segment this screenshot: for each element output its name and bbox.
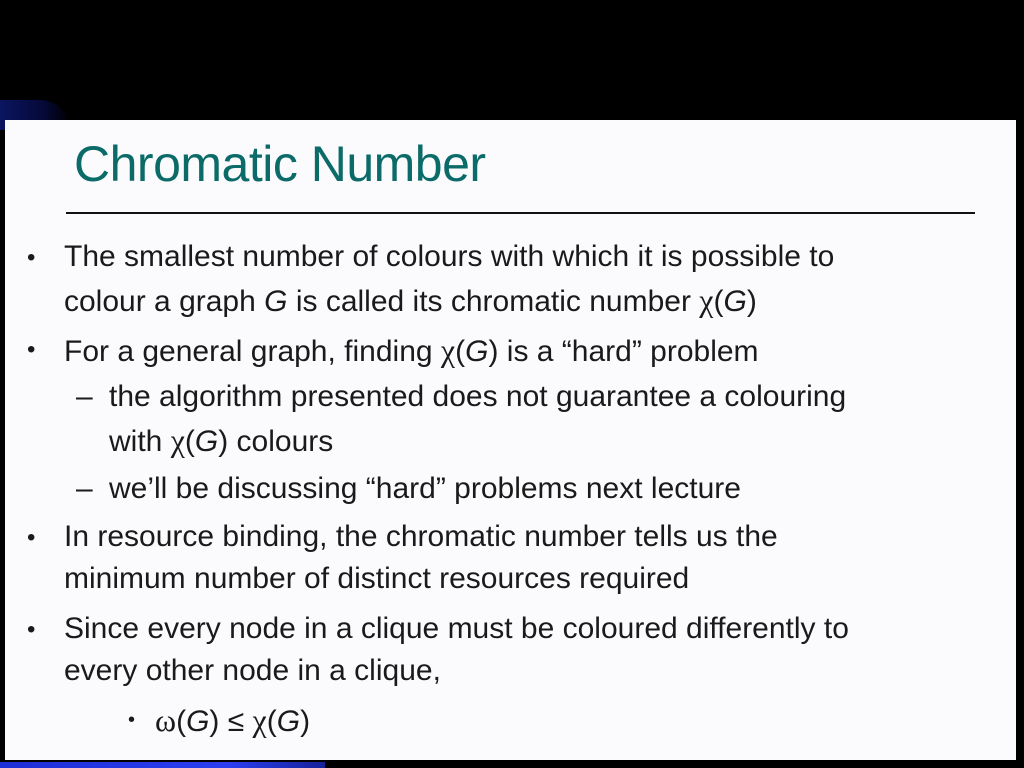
math-variable: G bbox=[186, 705, 210, 738]
math-variable: G bbox=[194, 425, 219, 458]
bullet-marker: • bbox=[27, 616, 36, 643]
slide-title: Chromatic Number bbox=[74, 136, 486, 192]
bullet-marker: • bbox=[27, 336, 36, 363]
text-run: with bbox=[109, 425, 171, 458]
text-run: The smallest number of colours with which it is possible to bbox=[64, 240, 835, 273]
math-symbol: χ bbox=[699, 282, 714, 318]
math-variable: G bbox=[264, 285, 288, 318]
math-symbol: χ bbox=[252, 702, 267, 738]
math-symbol: χ bbox=[170, 422, 185, 458]
math-variable: G bbox=[465, 335, 489, 368]
text-run: ) bbox=[746, 285, 757, 318]
math-symbol: χ bbox=[440, 332, 456, 368]
sub-bullet-dash: – bbox=[76, 472, 93, 505]
text-run: ) is a “hard” problem bbox=[488, 335, 759, 368]
sub-bullet-dash: – bbox=[76, 380, 93, 413]
bullet-marker: • bbox=[27, 524, 36, 551]
bullet-marker: • bbox=[27, 244, 36, 271]
text-run: ) ≤ bbox=[209, 705, 253, 738]
bullet-line bbox=[109, 474, 741, 504]
bullet-line bbox=[109, 424, 333, 457]
math-symbol: ω bbox=[155, 702, 177, 738]
bullet-line bbox=[64, 564, 689, 594]
text-run: ) colours bbox=[218, 425, 334, 458]
text-run: ( bbox=[176, 705, 187, 738]
text-run: the algorithm presented does not guarantee a colouring bbox=[109, 380, 847, 413]
bullet-line bbox=[155, 704, 310, 737]
bullet-line bbox=[64, 334, 759, 367]
text-run: ( bbox=[455, 335, 466, 368]
text-run: ) bbox=[300, 705, 311, 738]
math-variable: G bbox=[723, 285, 747, 318]
bullet-line bbox=[64, 656, 441, 686]
bullet-line bbox=[64, 522, 778, 552]
text-run: ( bbox=[266, 705, 277, 738]
bullet-line bbox=[64, 614, 849, 644]
text-run: For a general graph, finding bbox=[64, 335, 441, 368]
bullet-line bbox=[64, 242, 834, 272]
text-run: every other node in a clique, bbox=[64, 654, 441, 687]
bullet-line bbox=[64, 284, 757, 317]
bullet-line bbox=[109, 382, 846, 412]
text-run: minimum number of distinct resources required bbox=[64, 562, 690, 595]
text-run: colour a graph bbox=[64, 285, 265, 318]
text-run: ( bbox=[713, 285, 724, 318]
math-variable: G bbox=[276, 705, 301, 738]
text-run: is called its chromatic number bbox=[287, 285, 700, 318]
text-run: we’ll be discussing “hard” problems next lecture bbox=[109, 472, 741, 505]
sub-bullet-marker: • bbox=[128, 709, 136, 731]
text-run: Since every node in a clique must be coloured differently to bbox=[64, 612, 849, 645]
text-run: ( bbox=[184, 425, 195, 458]
text-run: In resource binding, the chromatic number tells us the bbox=[64, 520, 778, 553]
